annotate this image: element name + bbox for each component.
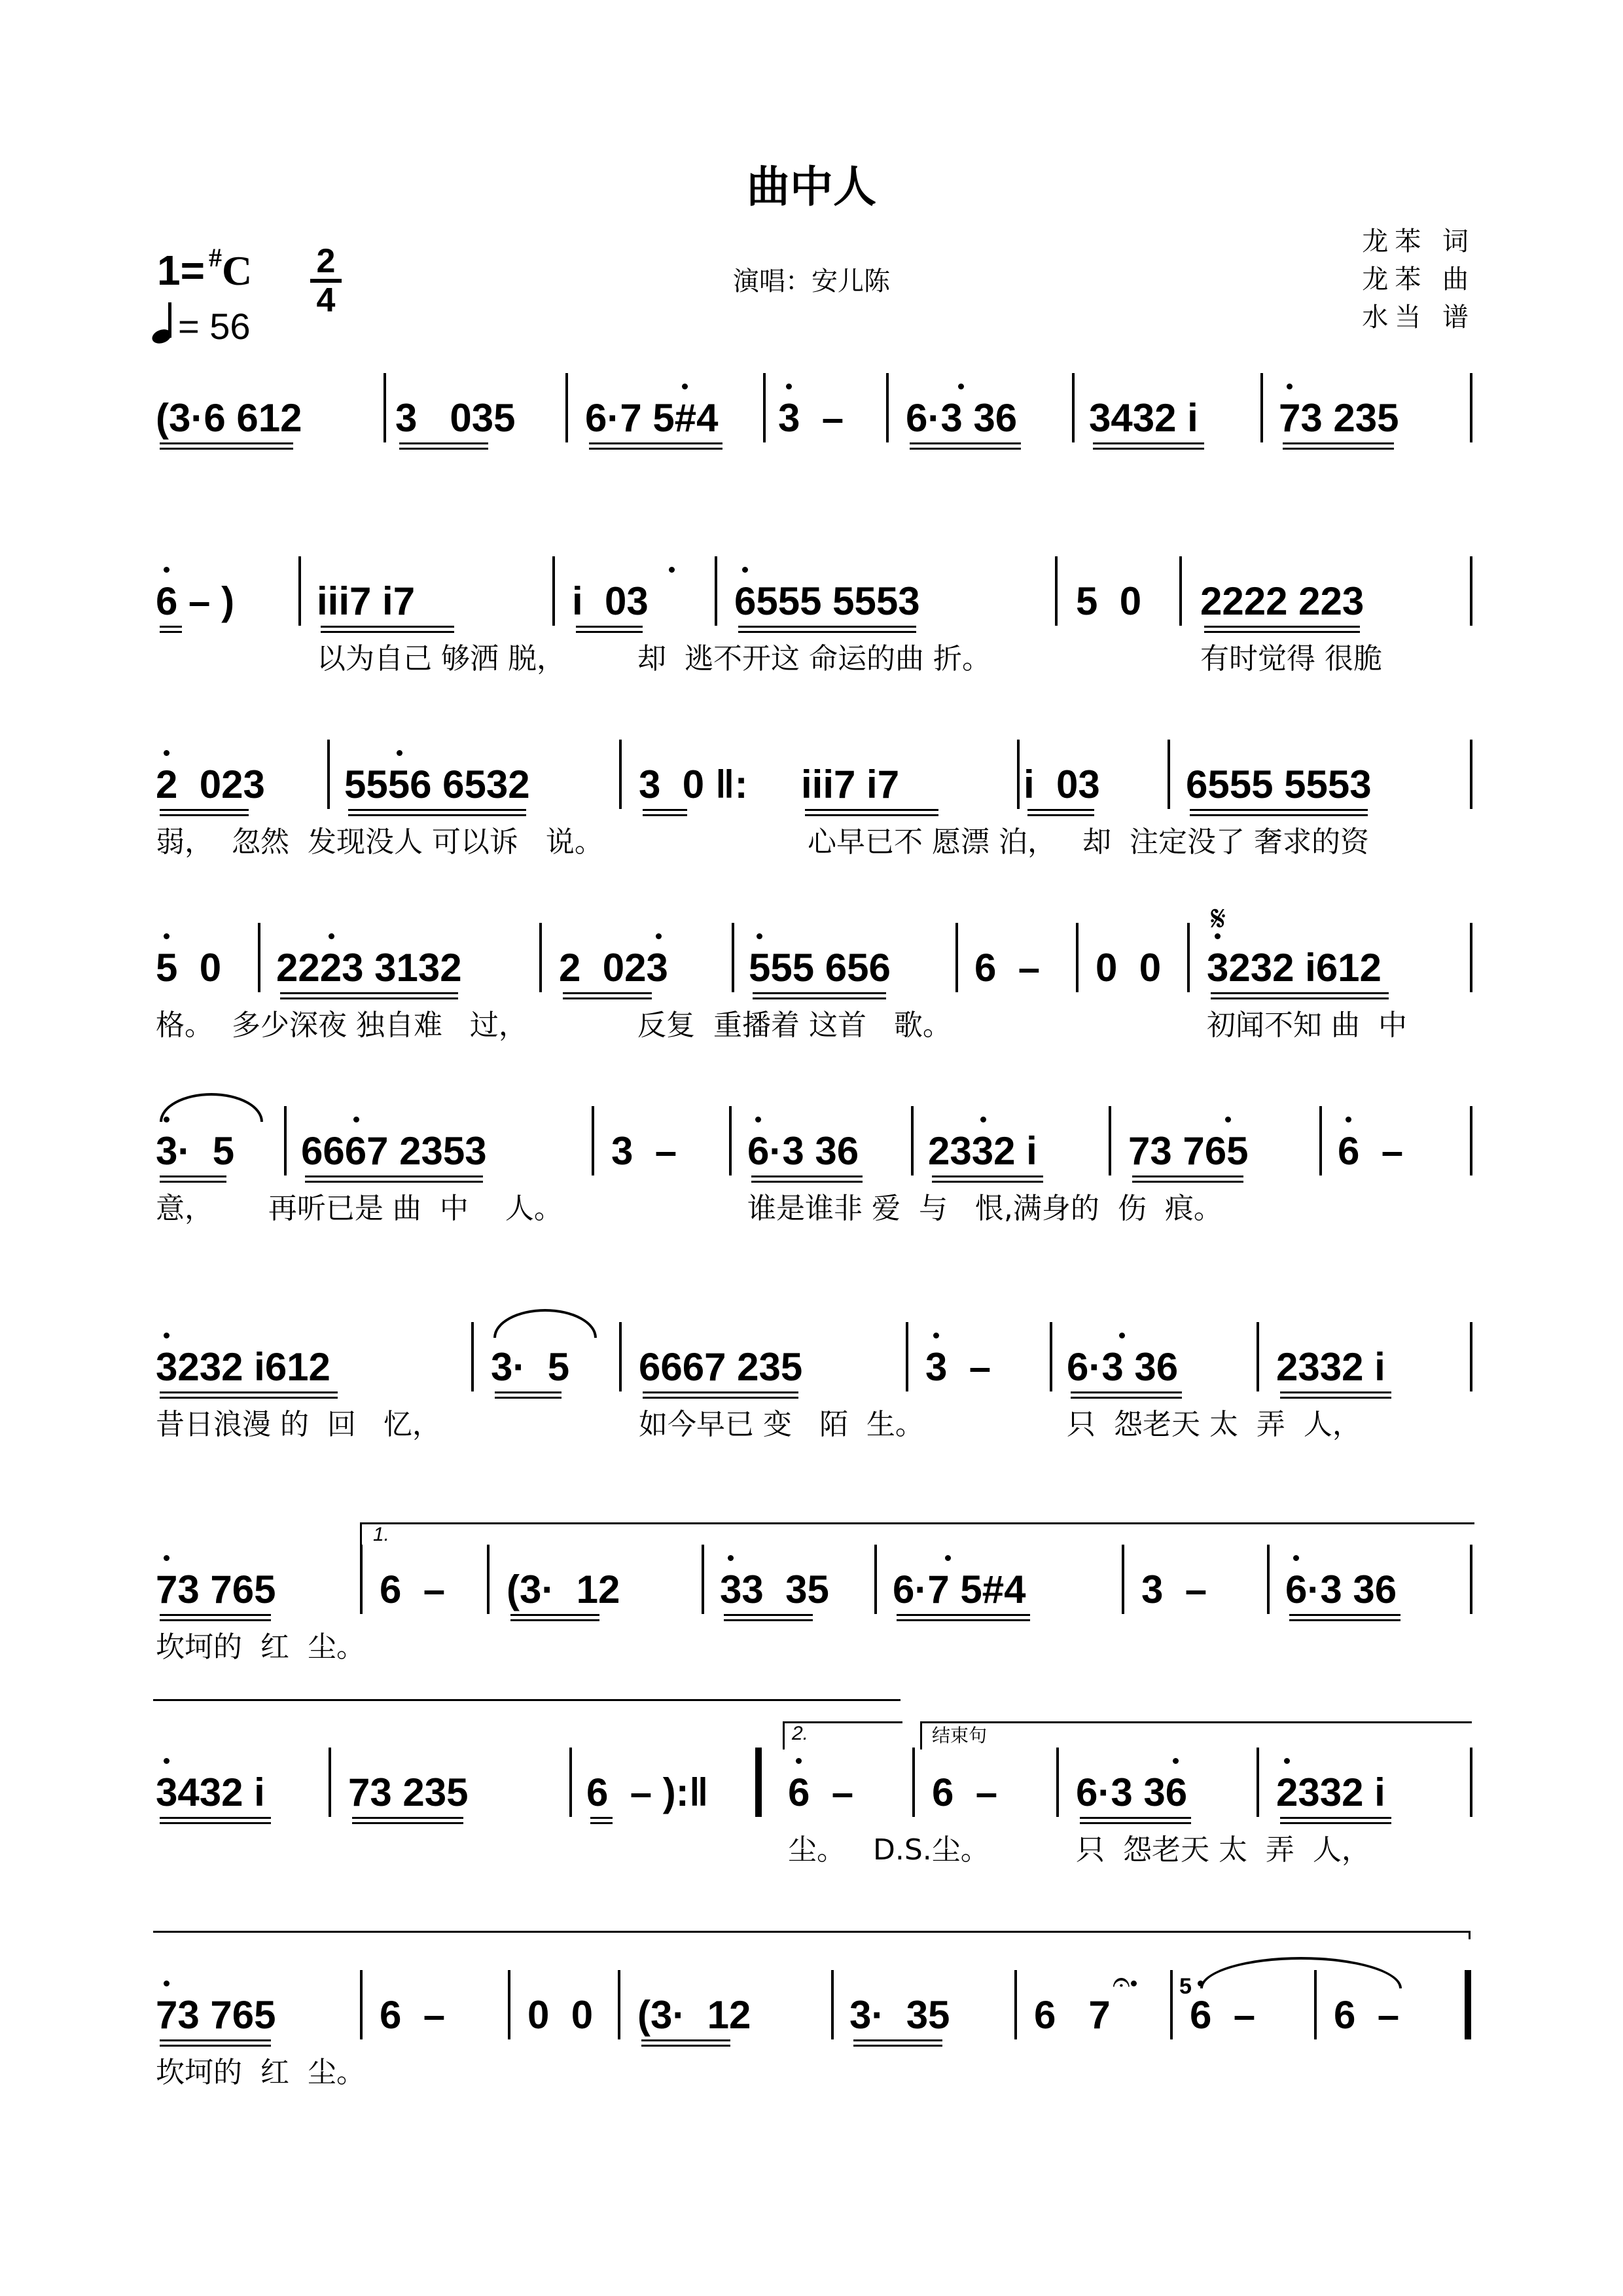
beam-line [510,1619,599,1621]
time-signature [308,243,344,318]
barline [1470,373,1472,442]
tempo-marking [152,302,251,348]
beam-line [738,626,916,628]
barline [729,1106,732,1175]
measure-notes: 6 – [380,1568,446,1611]
system-1 [153,353,1472,504]
octave-dot [1225,1117,1231,1122]
beam-line [853,2045,942,2047]
beam-line [352,1822,463,1824]
lyric-text: 只 怨老天 太 弄 人， [1067,1408,1361,1441]
measure-notes: 6 – ) [156,579,235,623]
beam-line [160,809,249,811]
measure-notes: 73 235 [348,1770,469,1814]
barline [360,1970,363,2039]
measure-notes: 3 – [1141,1568,1207,1611]
notes-row [153,1086,1472,1178]
measure-notes: 6 – [1334,1993,1400,2037]
volta-bracket-top [153,1699,901,1708]
beam-line [590,1817,613,1819]
beam-line [753,997,886,999]
barline [487,1545,490,1614]
measure-notes: 6555 5553 [734,579,920,623]
octave-dot [669,567,675,573]
measure-notes: 2 023 [156,762,265,806]
measure-notes: 6·7 5#4 [585,396,719,440]
barline [1257,1748,1259,1817]
key-degree: 1 [157,247,181,294]
beam-line [910,448,1021,450]
beam-line [1132,1175,1243,1177]
volta-label-2: 2. [792,1723,809,1744]
octave-dot [656,933,662,939]
measure-notes: 3432 i [156,1770,265,1814]
beam-line [510,1614,599,1616]
measure-notes: (3· 12 [637,1993,751,2037]
tempo-value: = 56 [178,306,251,347]
lyricist-credit: 龙苯 词 [1362,226,1475,257]
key-letter: C [221,247,253,294]
beam-line [932,1181,1043,1183]
measure-notes: 6 – [1190,1993,1256,2037]
beam-line [348,814,526,816]
barline [539,923,542,992]
measure-notes: 2332 i [928,1129,1037,1173]
measure-notes: 6 7 [1034,1993,1111,2037]
barline [1168,740,1170,809]
beam-line [160,1175,226,1177]
beam-line [348,809,526,811]
measure-notes: 3 – [778,396,844,440]
measure-notes: (3·6 612 [156,396,302,440]
measure-notes: 555 656 [749,946,891,990]
octave-dot [757,933,762,939]
notes-row [153,720,1472,812]
barline [258,923,260,992]
beam-line [160,2039,271,2041]
measure-notes: i 03 [1024,762,1100,806]
key-equals: = [180,247,205,294]
barline [327,740,330,809]
beam-line [1280,1817,1391,1819]
lyric-text: 尘。 D.S.尘。 [788,1833,990,1867]
beam-line [563,997,652,999]
measure-notes: 3 – [925,1345,991,1389]
beam-line [495,1391,562,1393]
beam-line [643,1391,798,1393]
ending-bracket [920,1721,1472,1749]
beam-line [932,1175,1043,1177]
beam-line [589,448,722,450]
beam-line [751,1181,863,1183]
system-5 [153,1086,1472,1237]
barline [1072,373,1075,442]
barline [763,373,766,442]
measure-notes: 5 0 [156,946,222,990]
octave-dot [329,933,334,939]
transcriber-credit: 水当 谱 [1362,302,1475,332]
barline [569,1748,572,1817]
measure-notes: 73 235 [1279,396,1399,440]
lyric-text: 却 逃不开这 命运的曲 折。 [637,642,991,675]
barline [715,556,717,626]
lyric-text: 初闻不知 曲 中 [1207,1009,1407,1042]
lyric-text: 以为自己 够洒 脱， [317,642,565,675]
measure-notes: 6 – [788,1770,854,1814]
measure-notes: 3232 i612 [156,1345,330,1389]
barline [1055,556,1058,626]
beam-line [853,2039,942,2041]
volta-bracket-1 [360,1522,1474,1551]
octave-dot [728,1555,734,1561]
beam-line [641,2045,730,2047]
octave-dot [1131,1981,1137,1986]
measure-notes: 6667 235 [639,1345,803,1389]
time-signature-top: 2 [316,242,336,280]
barline [874,1545,877,1614]
octave-dot [933,1333,939,1338]
measure-notes: 2332 i [1276,1770,1385,1814]
octave-dot [164,1758,169,1764]
octave-dot [755,1117,761,1122]
beam-line [495,1397,562,1399]
lyric-text: 只 怨老天 太 弄 人， [1076,1833,1370,1867]
barline [298,556,301,626]
barline [831,1970,834,2039]
lyric-text: 反复 重播着 这首 歌。 [637,1009,952,1042]
barline [1050,1322,1052,1391]
beam-line [1280,1397,1391,1399]
beam-line [1071,1397,1182,1399]
beam-line [352,1817,463,1819]
measure-notes: 6·3 36 [1285,1568,1397,1611]
measure-notes: 6·3 36 [1067,1345,1179,1389]
system-8 [153,1723,1472,1878]
barline [1170,1970,1173,2039]
beam-line [280,997,458,999]
barline [911,1106,914,1175]
lyric-text: 格。 多少深夜 独自难 过， [156,1009,527,1042]
beam-line [589,442,722,444]
beam-line [1211,997,1389,999]
beam-line [724,1614,813,1616]
final-bar [1465,1970,1471,2039]
barline [1470,923,1472,992]
barline [565,373,568,442]
beam-line [1027,814,1094,816]
measure-notes: 73 765 [1128,1129,1249,1173]
lyric-text: 如今早已 变 陌 生。 [639,1408,924,1441]
measure-notes: 2 023 [559,946,668,990]
beam-line [897,1614,1030,1616]
octave-dot [164,750,169,756]
measure-notes: 3 035 [395,396,516,440]
beam-line [643,1397,798,1399]
lyric-text: 谁是谁非 爱 与 恨,满身的 伤 痕。 [747,1192,1222,1225]
beam-line [910,442,1021,444]
octave-dot [1284,1758,1290,1764]
octave-dot [397,750,402,756]
beam-line [1190,809,1368,811]
octave-dot [164,567,169,573]
measure-notes: 0 0 [527,1993,594,2037]
barline [1122,1545,1124,1614]
quarter-note-icon [152,302,174,343]
lyric-text: 却 注定没了 奢求的资 [1082,825,1369,859]
measure-notes: 3· 5 [491,1345,570,1389]
beam-line [321,631,454,633]
beam-line [1027,809,1094,811]
ending-label: 结束句 [932,1725,988,1746]
beam-line [160,1391,338,1393]
measure-notes: 6·3 36 [747,1129,859,1173]
system-2 [153,537,1472,687]
barline [1014,1970,1017,2039]
beam-line [160,1614,271,1616]
barline [1470,1748,1472,1817]
barline [383,373,386,442]
barline [912,1748,915,1817]
octave-dot [353,1117,359,1122]
measure-notes: 5556 6532 [344,762,530,806]
beam-line [1283,448,1394,450]
octave-dot [164,1981,169,1986]
lyric-text: 坎坷的 红 尘。 [156,2056,365,2089]
measure-notes: iii7 i7 [801,762,900,806]
beam-line [160,448,293,450]
beam-line [590,1822,613,1824]
beam-line [160,442,293,444]
beam-line [1093,448,1204,450]
beam-line [399,448,488,450]
measure-notes: iii7 i7 [317,579,416,623]
barline [1470,1322,1472,1391]
measure-notes: 6·7 5#4 [893,1568,1026,1611]
octave-dot [1346,1117,1351,1122]
beam-line [576,631,643,633]
barline [732,923,734,992]
measure-notes: 6 – [380,1993,446,2037]
beam-line [1211,992,1389,994]
barline [508,1970,510,2039]
barline [619,1322,622,1391]
beam-line [576,626,643,628]
octave-dot [164,1555,169,1561]
measure-notes: 3432 i [1089,396,1198,440]
composer-credit: 龙苯 曲 [1362,264,1475,295]
octave-dot [945,1555,951,1561]
beam-line [643,814,687,816]
repeat-end-bar [755,1748,762,1817]
barline [1319,1106,1322,1175]
barline [1470,556,1472,626]
barline [329,1748,331,1817]
beam-line [738,631,916,633]
measure-notes: 6·3 36 [1076,1770,1188,1814]
barline [1470,1106,1472,1175]
barline [1257,1322,1259,1391]
beam-line [1071,1391,1182,1393]
beam-line [1289,1619,1400,1621]
lyric-text: 坎坷的 红 尘。 [156,1630,365,1664]
measure-notes: (3· 12 [507,1568,620,1611]
measure-notes: 3232 i612 [1207,946,1382,990]
barline [619,740,622,809]
beam-line [305,1175,483,1177]
beam-line [753,992,886,994]
octave-dot [1173,1758,1179,1764]
measure-notes: 3 0 ‖: [639,762,748,806]
notes-row [153,537,1472,628]
measure-notes: 6667 2353 [301,1129,487,1173]
measure-notes: 6 – [974,946,1041,990]
measure-notes: 33 35 [720,1568,829,1611]
barline [618,1970,620,2039]
beam-line [1280,1391,1391,1393]
measure-notes: 6555 5553 [1186,762,1372,806]
beam-line [1280,1822,1391,1824]
barline [1187,923,1190,992]
beam-line [1190,814,1368,816]
octave-dot [164,933,169,939]
measure-notes: 0 0 [1096,946,1162,990]
beam-line [1080,1822,1191,1824]
octave-dot [742,567,748,573]
octave-dot [786,384,792,389]
barline [886,373,889,442]
lyric-text: 昔日浪漫 的 回 忆， [156,1408,441,1441]
lyric-text: 意， 再听已是 曲 中 人。 [156,1192,563,1225]
measure-notes: 6 – [932,1770,998,1814]
beam-line [563,992,652,994]
beam-line [1093,442,1204,444]
beam-line [160,1397,338,1399]
barline [471,1322,474,1391]
song-title: 曲中人 [747,162,876,212]
lyric-text: 有时觉得 很脆 [1200,642,1382,675]
grace-note: 5 [1179,1974,1192,1999]
time-signature-bottom: 4 [316,281,336,319]
beam-line [160,2045,271,2047]
beam-line [643,809,687,811]
system-7 [153,1525,1472,1676]
measure-notes: 2223 3132 [276,946,462,990]
notes-row [153,1302,1472,1394]
barline [1470,740,1472,809]
key-signature [157,243,253,295]
barline [284,1106,287,1175]
system-3 [153,720,1472,870]
measure-notes: 6·3 36 [906,396,1018,440]
beam-line [1289,1614,1400,1616]
segno-icon: 𝄋 [1211,898,1226,939]
beam-line [160,1822,271,1824]
beam-line [160,631,182,633]
measure-notes: 3· 35 [849,1993,950,2037]
beam-line [641,2039,730,2041]
beam-line [805,814,938,816]
beam-line [160,1619,271,1621]
octave-dot [1287,384,1293,389]
notes-row [153,353,1472,445]
measure-notes: 5 0 [1076,579,1142,623]
beam-line [897,1619,1030,1621]
notes-row [153,903,1472,995]
octave-dot [958,384,964,389]
beam-line [724,1619,813,1621]
measure-notes: 3 – [611,1129,677,1173]
beam-line [160,1181,226,1183]
barline [955,923,958,992]
beam-line [305,1181,483,1183]
barline [1179,556,1182,626]
beam-line [399,442,488,444]
credits-block [1362,223,1475,336]
beam-line [805,809,938,811]
fermata-icon: 𝄐 [1113,1964,1130,2000]
measure-notes: 3· 5 [156,1129,235,1173]
octave-dot [1119,1333,1125,1338]
beam-line [1080,1817,1191,1819]
beam-line [160,626,182,628]
system-4 [153,903,1472,1054]
sharp-symbol: # [208,243,222,272]
barline [1109,1106,1111,1175]
lyric-text: 心早已不 愿漂 泊， [808,825,1056,859]
beam-line [751,1175,863,1177]
octave-dot [164,1333,169,1338]
measure-notes: 6 – [1338,1129,1404,1173]
barline [1267,1545,1270,1614]
system-9 [153,1950,1472,2101]
performer-credit: 演唱：安儿陈 [733,266,890,296]
barline [1056,1748,1059,1817]
beam-line [1204,631,1360,633]
octave-dot [682,384,688,389]
measure-notes: i 03 [572,579,649,623]
measure-notes: 6 – ):‖ [586,1770,709,1814]
barline [1470,1545,1472,1614]
barline [592,1106,594,1175]
beam-line [160,1817,271,1819]
octave-dot [796,1758,802,1764]
barline [360,1545,363,1614]
measure-notes: 73 765 [156,1993,276,2037]
beam-line [1204,626,1360,628]
measure-notes: 73 765 [156,1568,276,1611]
measure-notes: 2222 223 [1200,579,1364,623]
barline [702,1545,704,1614]
beam-line [1132,1181,1243,1183]
system-6 [153,1302,1472,1453]
beam-line [160,814,249,816]
lyric-text: 弱， 忽然 发现没人 可以诉 说。 [156,825,603,859]
barline [552,556,555,626]
barline [1017,740,1020,809]
beam-line [321,626,454,628]
barline [1076,923,1079,992]
barline [1260,373,1263,442]
volta-label: 1. [373,1524,390,1545]
beam-line [1283,442,1394,444]
measure-notes: 2332 i [1276,1345,1385,1389]
beam-line [280,992,458,994]
octave-dot [1293,1555,1299,1561]
barline [906,1322,908,1391]
final-bracket [153,1931,1471,1939]
octave-dot [980,1117,986,1122]
